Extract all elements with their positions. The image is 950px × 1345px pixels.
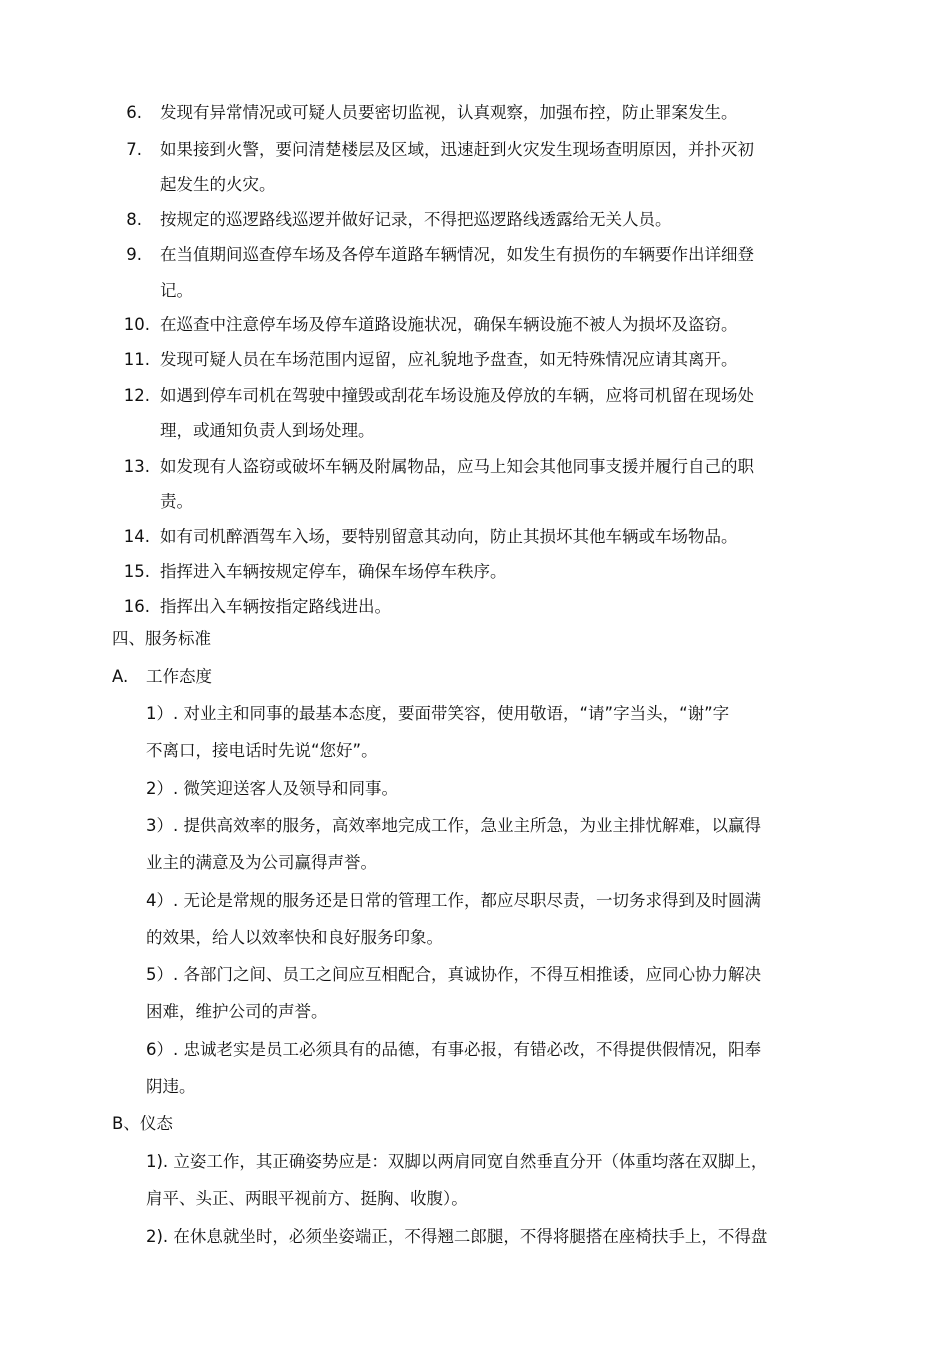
subsection-heading-b: B、仪态	[112, 1114, 173, 1133]
list-number: 7.	[126, 140, 142, 159]
list-number: 13.	[123, 457, 150, 476]
paragraph-line: 阴违。	[146, 1077, 196, 1096]
paragraph-line: 1). 立姿工作，其正确姿势应是：双脚以两肩同宽自然垂直分开（体重均落在双脚上，	[146, 1152, 768, 1171]
list-number: 6.	[126, 103, 142, 122]
paragraph-line: 不离口，接电话时先说“您好”。	[146, 741, 378, 760]
section-heading: 四、服务标准	[112, 629, 211, 648]
paragraph-line: 的效果，给人以效率快和良好服务印象。	[146, 928, 443, 947]
list-number: 11.	[123, 350, 150, 369]
list-text: 发现可疑人员在车场范围内逗留，应礼貌地予盘查，如无特殊情况应请其离开。	[160, 350, 738, 369]
list-text: 指挥进入车辆按规定停车，确保车场停车秩序。	[160, 562, 507, 581]
subsection-title: 工作态度	[146, 667, 212, 686]
paragraph-line: 3）. 提供高效率的服务，高效率地完成工作，急业主所急，为业主排忧解难，以赢得	[146, 816, 761, 835]
list-number: 15.	[123, 562, 150, 581]
list-number: 9.	[126, 245, 142, 264]
list-text: 如果接到火警，要问清楚楼层及区域，迅速赶到火灾发生现场查明原因，并扑灭初	[160, 140, 754, 159]
list-text-continuation: 理，或通知负责人到场处理。	[160, 421, 375, 440]
list-text-continuation: 起发生的火灾。	[160, 175, 276, 194]
paragraph-line: 2). 在休息就坐时，必须坐姿端正，不得翘二郎腿，不得将腿搭在座椅扶手上，不得盘	[146, 1227, 768, 1246]
list-number: 14.	[123, 527, 150, 546]
list-number: 12.	[123, 386, 150, 405]
list-text: 按规定的巡逻路线巡逻并做好记录，不得把巡逻路线透露给无关人员。	[160, 210, 672, 229]
subsection-label: A.	[112, 667, 129, 686]
list-text: 如遇到停车司机在驾驶中撞毁或刮花车场设施及停放的车辆，应将司机留在现场处	[160, 386, 754, 405]
list-text: 在巡查中注意停车场及停车道路设施状况，确保车辆设施不被人为损坏及盗窃。	[160, 315, 738, 334]
list-number: 16.	[123, 597, 150, 616]
list-text-continuation: 记。	[160, 281, 193, 300]
paragraph-line: 2）. 微笑迎送客人及领导和同事。	[146, 779, 398, 798]
list-text: 发现有异常情况或可疑人员要密切监视，认真观察，加强布控，防止罪案发生。	[160, 103, 738, 122]
list-text-continuation: 责。	[160, 492, 193, 511]
paragraph-line: 肩平、头正、两眼平视前方、挺胸、收腹）。	[146, 1189, 468, 1208]
list-text: 如发现有人盗窃或破坏车辆及附属物品，应马上知会其他同事支援并履行自己的职	[160, 457, 754, 476]
list-text: 如有司机醉酒驾车入场，要特别留意其动向，防止其损坏其他车辆或车场物品。	[160, 527, 738, 546]
paragraph-line: 业主的满意及为公司赢得声誉。	[146, 853, 377, 872]
list-text: 在当值期间巡查停车场及各停车道路车辆情况，如发生有损伤的车辆要作出详细登	[160, 245, 754, 264]
paragraph-line: 困难，维护公司的声誉。	[146, 1002, 328, 1021]
paragraph-line: 5）. 各部门之间、员工之间应互相配合，真诚协作，不得互相推诿，应同心协力解决	[146, 965, 761, 984]
list-number: 10.	[123, 315, 150, 334]
paragraph-line: 1）. 对业主和同事的最基本态度，要面带笑容，使用敬语，“请”字当头，“谢”字	[146, 704, 730, 723]
paragraph-line: 6）. 忠诚老实是员工必须具有的品德，有事必报，有错必改，不得提供假情况，阳奉	[146, 1040, 761, 1059]
paragraph-line: 4）. 无论是常规的服务还是日常的管理工作，都应尽职尽责，一切务求得到及时圆满	[146, 891, 761, 910]
list-number: 8.	[126, 210, 142, 229]
list-text: 指挥出入车辆按指定路线进出。	[160, 597, 391, 616]
